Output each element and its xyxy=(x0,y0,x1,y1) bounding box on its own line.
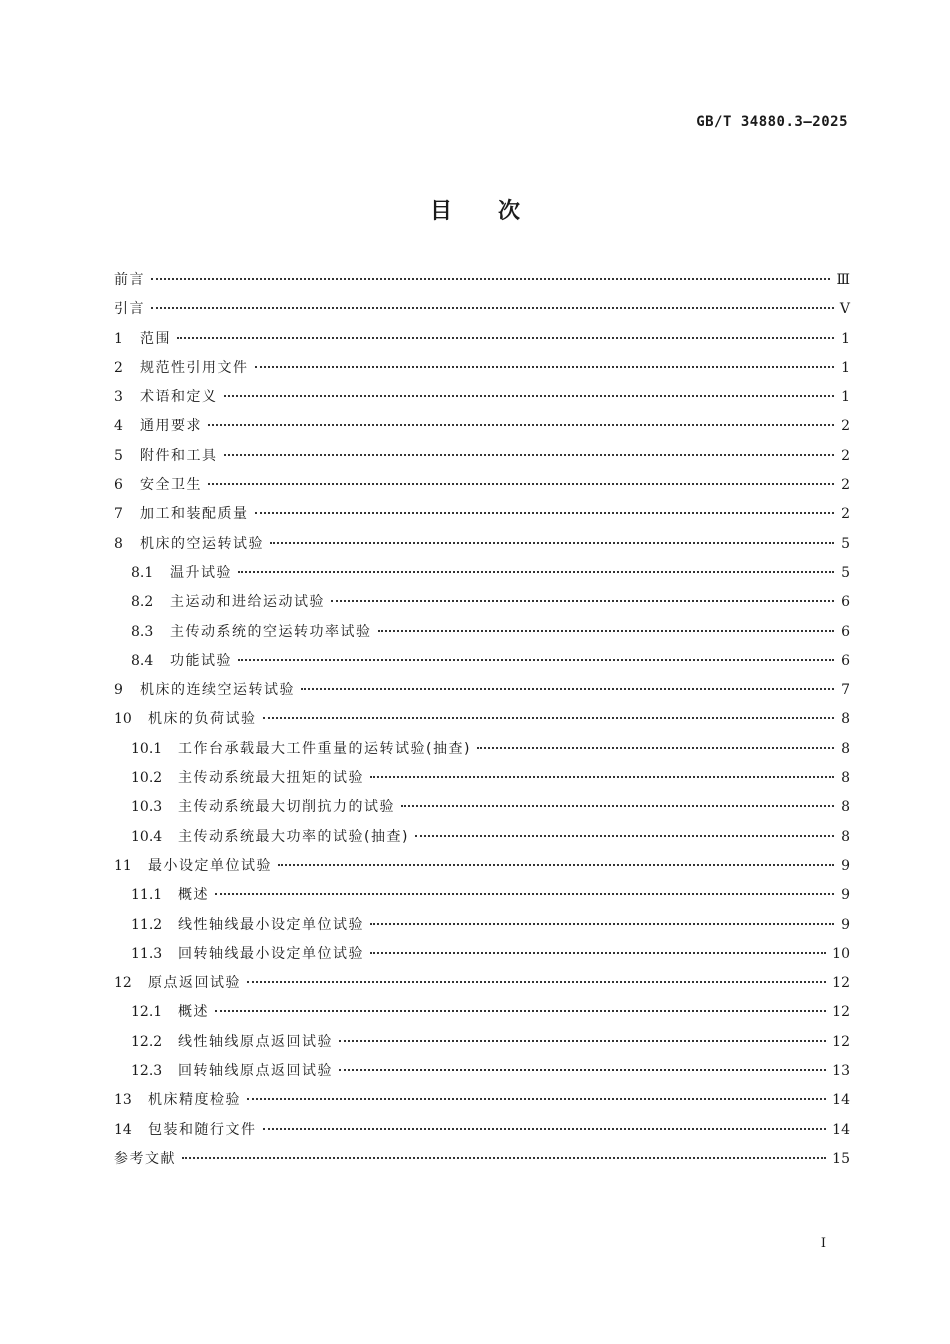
toc-dot-leader xyxy=(247,969,826,983)
toc-entry-page: Ⅴ xyxy=(839,301,850,318)
toc-dot-leader xyxy=(370,764,834,778)
toc-entry[interactable] xyxy=(114,855,850,884)
toc-entry[interactable] xyxy=(114,562,850,591)
toc-entry-number: 8.2 xyxy=(131,594,154,611)
toc-entry-page: 9 xyxy=(841,916,850,933)
toc-entry-label: 回转轴线最小设定单位试验 xyxy=(178,945,364,962)
toc-entry-label: 原点返回试验 xyxy=(148,975,241,992)
page-title: 目次 xyxy=(429,199,566,224)
toc-entry[interactable] xyxy=(114,386,850,415)
toc-entry-label: 附件和工具 xyxy=(140,447,218,464)
toc-entry-page: 5 xyxy=(841,535,850,552)
toc-entry-label: 引言 xyxy=(114,301,145,318)
toc-entry-page: 8 xyxy=(841,740,850,757)
toc-dot-leader xyxy=(401,793,834,807)
toc-entry-page: Ⅲ xyxy=(836,272,850,288)
toc-entry-page: 6 xyxy=(841,594,850,611)
toc-entry-number: 10.2 xyxy=(131,770,163,787)
toc-entry-number: 12.1 xyxy=(131,1004,163,1021)
toc-entry-number: 2 xyxy=(114,359,123,376)
toc-entry-label: 安全卫生 xyxy=(140,477,202,494)
toc-entry-number: 7 xyxy=(114,506,123,523)
toc-entry-page: 8 xyxy=(841,799,850,816)
toc-entry-page: 14 xyxy=(832,1092,850,1109)
toc-dot-leader xyxy=(331,588,834,602)
toc-entry-label: 规范性引用文件 xyxy=(140,359,249,376)
toc-entry-label: 主传动系统最大功率的试验(抽查) xyxy=(178,828,409,845)
toc-entry-label: 加工和装配质量 xyxy=(140,506,249,523)
toc-entry-page: 13 xyxy=(832,1063,850,1080)
toc-entry-page: 2 xyxy=(841,418,850,435)
toc-entry[interactable] xyxy=(114,943,850,972)
toc-entry-page: 1 xyxy=(841,359,850,376)
toc-entry-number: 11.2 xyxy=(131,916,163,933)
toc-entry-label: 前言 xyxy=(114,272,145,288)
toc-dot-leader xyxy=(208,412,834,426)
toc-entry-number: 6 xyxy=(114,477,123,494)
toc-entry-number: 13 xyxy=(114,1092,132,1109)
toc-entry-page: 8 xyxy=(841,770,850,787)
toc-entry-label: 通用要求 xyxy=(140,418,202,435)
toc-dot-leader xyxy=(378,618,835,632)
toc-dot-leader xyxy=(270,530,834,544)
toc-entry-label: 概述 xyxy=(178,1004,209,1021)
toc-entry-label: 主传动系统的空运转功率试验 xyxy=(170,623,372,640)
footer-page-number: I xyxy=(820,1236,826,1251)
toc-entry[interactable] xyxy=(114,415,850,444)
toc-entry-number: 12.3 xyxy=(131,1063,163,1080)
toc-entry-number: 8 xyxy=(114,535,123,552)
toc-entry-page: 14 xyxy=(832,1121,850,1138)
toc-entry-number: 11.1 xyxy=(131,887,163,904)
toc-entry[interactable] xyxy=(114,1001,850,1030)
toc-dot-leader xyxy=(301,676,834,690)
toc-dot-leader xyxy=(208,471,834,485)
toc-entry[interactable] xyxy=(114,650,850,679)
toc-dot-leader xyxy=(182,1145,826,1159)
toc-entry-number: 4 xyxy=(114,418,123,435)
toc-dot-leader xyxy=(415,823,834,837)
toc-dot-leader xyxy=(263,705,835,719)
toc-entry-page: 6 xyxy=(841,652,850,669)
toc-entry-page: 12 xyxy=(832,1004,850,1021)
table-of-contents xyxy=(114,269,850,1177)
toc-dot-leader xyxy=(238,559,834,573)
toc-entry-number: 11 xyxy=(114,857,132,874)
toc-dot-leader xyxy=(339,1028,826,1042)
toc-dot-leader xyxy=(370,911,834,925)
toc-entry-label: 工作台承载最大工件重量的运转试验(抽查) xyxy=(178,740,471,757)
toc-entry-page: 9 xyxy=(841,887,850,904)
toc-entry-page: 12 xyxy=(832,975,850,992)
toc-entry-number: 10.1 xyxy=(131,740,163,757)
standard-code: GB/T 34880.3—2025 xyxy=(696,114,848,130)
toc-entry[interactable] xyxy=(114,767,850,796)
toc-entry-page: 2 xyxy=(841,447,850,464)
toc-entry-label: 最小设定单位试验 xyxy=(148,857,272,874)
toc-entry-number: 12.2 xyxy=(131,1033,163,1050)
toc-entry-number: 8.1 xyxy=(131,564,154,581)
toc-dot-leader xyxy=(224,383,835,397)
toc-entry-label: 机床的空运转试验 xyxy=(140,535,264,552)
toc-entry[interactable] xyxy=(114,1148,850,1177)
toc-entry-page: 8 xyxy=(841,828,850,845)
toc-entry[interactable] xyxy=(114,884,850,913)
toc-entry-page: 2 xyxy=(841,477,850,494)
toc-entry[interactable] xyxy=(114,591,850,620)
toc-entry-page: 7 xyxy=(841,682,850,699)
toc-entry-page: 2 xyxy=(841,506,850,523)
toc-entry[interactable] xyxy=(114,445,850,474)
toc-entry-number: 1 xyxy=(114,330,123,347)
toc-entry[interactable] xyxy=(114,357,850,386)
toc-entry-number: 11.3 xyxy=(131,945,163,962)
toc-dot-leader xyxy=(215,998,826,1012)
toc-entry[interactable] xyxy=(114,914,850,943)
toc-dot-leader xyxy=(177,325,834,339)
toc-dot-leader xyxy=(477,735,834,749)
toc-dot-leader xyxy=(255,354,835,368)
toc-dot-leader xyxy=(224,442,835,456)
toc-entry[interactable] xyxy=(114,269,850,298)
toc-entry[interactable] xyxy=(114,679,850,708)
toc-entry-label: 线性轴线最小设定单位试验 xyxy=(178,916,364,933)
toc-entry-label: 温升试验 xyxy=(170,564,232,581)
toc-entry[interactable] xyxy=(114,621,850,650)
toc-entry-page: 1 xyxy=(841,330,850,347)
toc-entry-page: 15 xyxy=(832,1150,850,1167)
toc-entry-page: 8 xyxy=(841,711,850,728)
toc-entry-page: 5 xyxy=(841,564,850,581)
toc-entry-label: 参考文献 xyxy=(114,1150,176,1167)
toc-dot-leader xyxy=(339,1057,826,1071)
toc-entry-number: 14 xyxy=(114,1121,132,1138)
toc-entry-page: 12 xyxy=(832,1033,850,1050)
toc-entry-label: 机床的负荷试验 xyxy=(148,711,257,728)
toc-entry-number: 8.4 xyxy=(131,652,154,669)
toc-entry[interactable] xyxy=(114,298,850,327)
toc-entry-label: 主运动和进给运动试验 xyxy=(170,594,325,611)
toc-entry[interactable] xyxy=(114,503,850,532)
toc-entry-label: 范围 xyxy=(140,330,171,347)
toc-entry-label: 术语和定义 xyxy=(140,389,218,406)
toc-entry[interactable] xyxy=(114,708,850,737)
toc-entry-label: 主传动系统最大扭矩的试验 xyxy=(178,770,364,787)
toc-entry-number: 10 xyxy=(114,711,132,728)
toc-entry-label: 线性轴线原点返回试验 xyxy=(178,1033,333,1050)
toc-dot-leader xyxy=(255,500,835,514)
toc-entry-label: 包装和随行文件 xyxy=(148,1121,257,1138)
toc-entry[interactable] xyxy=(114,533,850,562)
toc-entry[interactable] xyxy=(114,1060,850,1089)
toc-dot-leader xyxy=(151,266,830,280)
toc-entry[interactable] xyxy=(114,328,850,357)
toc-entry[interactable] xyxy=(114,796,850,825)
toc-entry-page: 9 xyxy=(841,857,850,874)
toc-entry-label: 回转轴线原点返回试验 xyxy=(178,1063,333,1080)
toc-entry-number: 10.3 xyxy=(131,799,163,816)
toc-dot-leader xyxy=(215,881,834,895)
toc-entry[interactable] xyxy=(114,1119,850,1148)
toc-dot-leader xyxy=(151,295,834,309)
toc-dot-leader xyxy=(238,647,834,661)
toc-entry-page: 6 xyxy=(841,623,850,640)
toc-entry[interactable] xyxy=(114,1089,850,1118)
toc-entry-number: 5 xyxy=(114,447,123,464)
toc-entry[interactable] xyxy=(114,1031,850,1060)
toc-entry[interactable] xyxy=(114,738,850,767)
toc-entry-number: 10.4 xyxy=(131,828,163,845)
toc-entry-number: 9 xyxy=(114,682,123,699)
toc-entry-number: 12 xyxy=(114,975,132,992)
toc-entry-number: 8.3 xyxy=(131,623,154,640)
toc-entry-number: 3 xyxy=(114,389,123,406)
toc-entry-label: 功能试验 xyxy=(170,652,232,669)
toc-entry[interactable] xyxy=(114,826,850,855)
toc-entry-label: 概述 xyxy=(178,887,209,904)
toc-dot-leader xyxy=(370,940,826,954)
toc-dot-leader xyxy=(278,852,834,866)
toc-entry-label: 机床的连续空运转试验 xyxy=(140,682,295,699)
toc-dot-leader xyxy=(263,1116,827,1130)
toc-entry-label: 机床精度检验 xyxy=(148,1092,241,1109)
toc-dot-leader xyxy=(247,1086,826,1100)
toc-entry-label: 主传动系统最大切削抗力的试验 xyxy=(178,799,395,816)
toc-entry-page: 1 xyxy=(841,389,850,406)
toc-entry[interactable] xyxy=(114,474,850,503)
toc-entry[interactable] xyxy=(114,972,850,1001)
toc-entry-page: 10 xyxy=(832,945,850,962)
